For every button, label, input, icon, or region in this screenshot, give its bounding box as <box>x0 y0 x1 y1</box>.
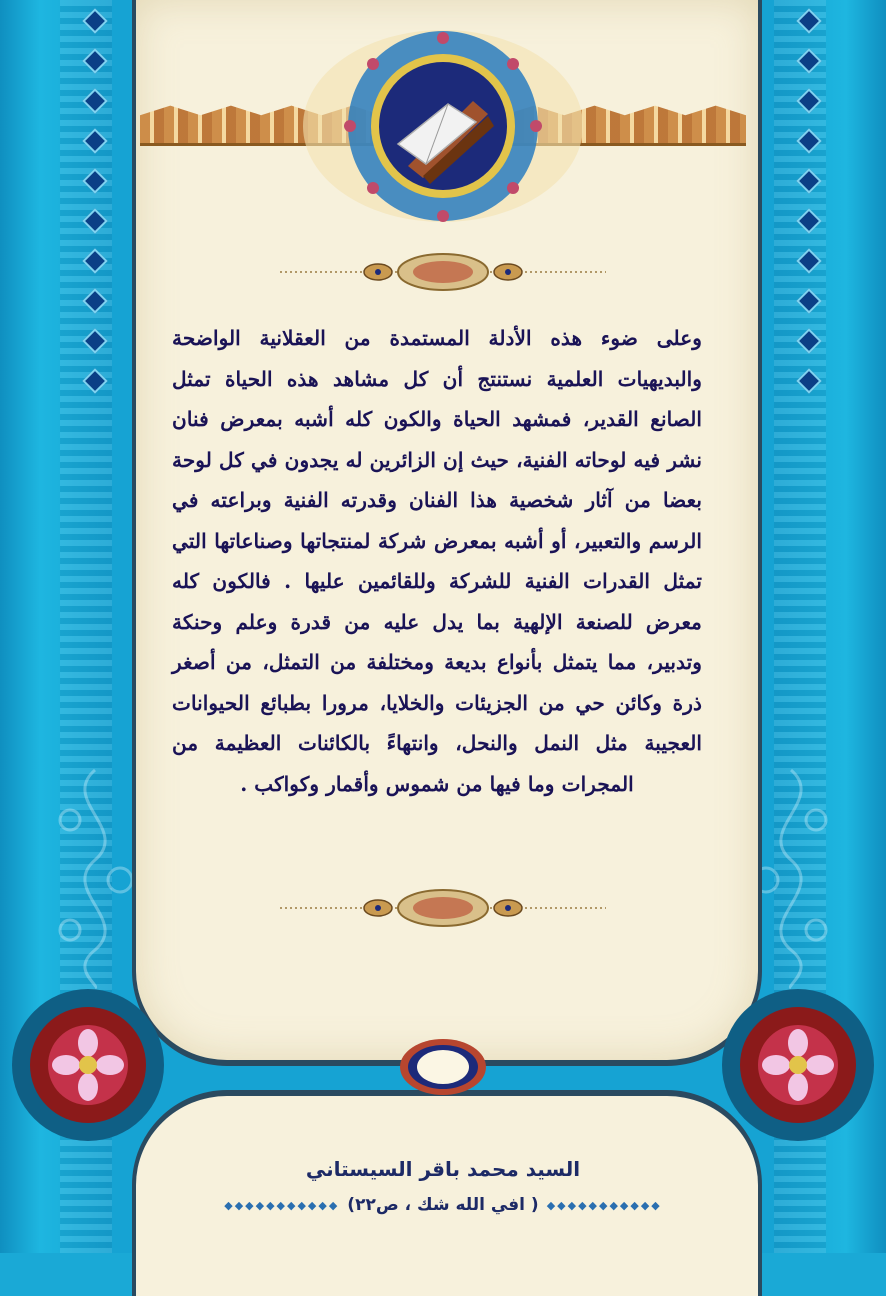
header-medallion <box>298 26 588 226</box>
center-rosette-ornament <box>398 1037 488 1097</box>
top-divider-ornament <box>280 252 606 292</box>
right-rosette-ornament <box>718 985 878 1145</box>
author-name: السيد محمد باقر السيستاني <box>305 1157 581 1181</box>
decorative-dots-left: ◆◆◆◆◆◆◆◆◆◆◆ <box>546 1198 662 1212</box>
bottom-divider-ornament <box>280 888 606 928</box>
decorative-dots-right: ◆◆◆◆◆◆◆◆◆◆◆ <box>224 1198 340 1212</box>
left-rosette-ornament <box>8 985 168 1145</box>
source-citation-row <box>180 1192 706 1218</box>
main-text: وعلى ضوء هذه الأدلة المستمدة من العقلانية الواضحة والبديهيات العلمية نستنتج أن كل مشاهد هذه الحياة تمثل الصانع القدير، فمشهد الحياة والكون كله أشبه بمعرض فنان نشر فيه لوحاته الفنية، حيث إن الزائرين له يجدون في كل لوحة بعضا من آثار شخصية هذا الفنان وقدرته الفنية وبراعته في الرسم والتعبير، أو أشبه بمعرض شركة لمنتجاتها وصناعاتها التي تمثل القدرات الفنية للشركة وللقائمين عليها . فالكون كله معرض للصنعة الإلهية بما يدل عليه من قدرة وعلم وحنكة وتدبير، مما يتمثل بأنواع بديعة ومختلفة من التمثل، من أصغر ذرة وكائن حي من الجزيئات والخلايا، مرورا بطبائع الحيوانات العجيبة مثل النمل والنحل، وانتهاءً بالكائنات العظيمة من المجرات وما فيها من شموس وأقمار وكواكب . <box>172 326 702 796</box>
source-citation: ( افي الله شك ، ص٢٢) <box>347 1195 539 1215</box>
quran-on-stand-icon <box>298 26 588 226</box>
